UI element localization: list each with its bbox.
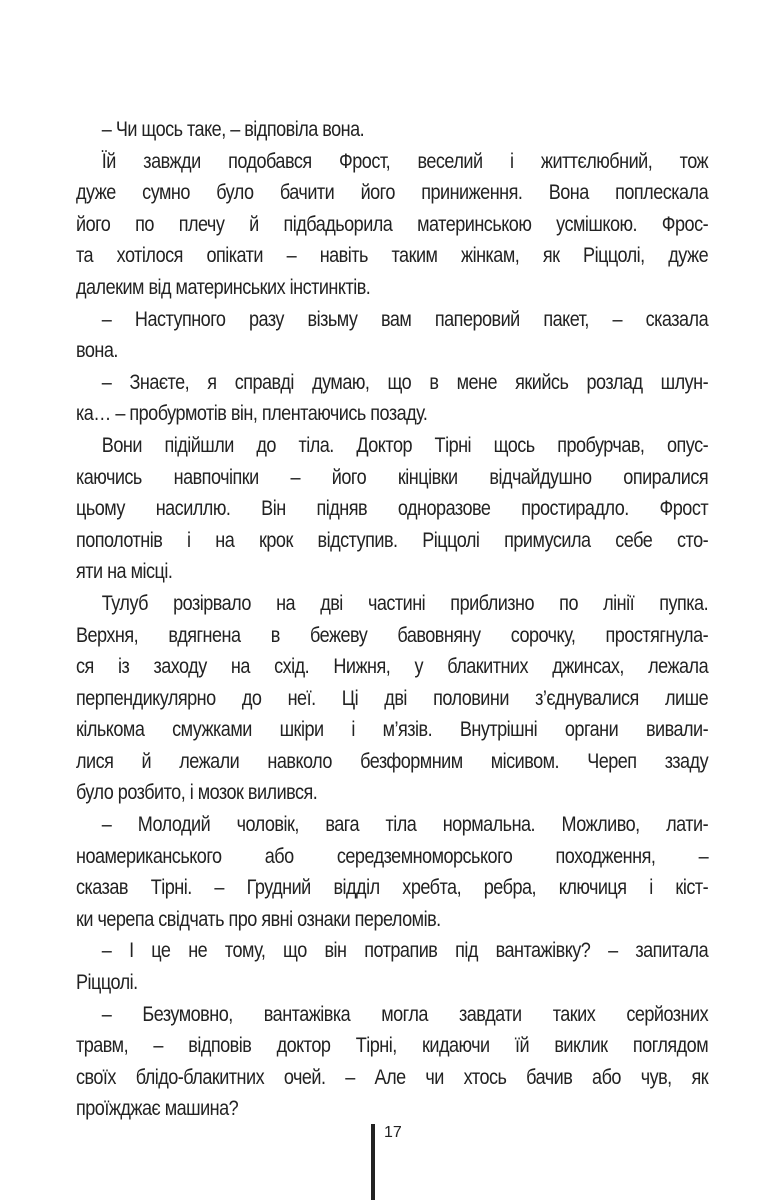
page-number: 17 [384, 1124, 402, 1141]
text-line: та хотілося опікати – навіть таким жінкам, як Ріццолі, дуже [76, 244, 709, 268]
text-line: – Безумовно, вантажівка могла завдати таких серйозних [101, 1002, 709, 1026]
text-line: ки черепа свідчать про явні ознаки переломів. [76, 907, 441, 931]
text-line: кількома смужками шкіри і м’язів. Внутрішні органи вивали- [76, 718, 709, 742]
text-line: каючись навпочіпки – його кінцівки відчайдушно опиралися [76, 465, 709, 489]
text-line: Тулуб розірвало на дві частині приблизно по лінії пупка. [101, 591, 709, 615]
text-line: Їй завжди подобався Фрост, веселий і життєлюбний, тож [101, 149, 709, 173]
text-line: пополотнів і на крок відступив. Ріццолі примусила себе сто- [76, 528, 709, 552]
text-line: лися й лежали навколо безформним місивом. Череп ззаду [76, 749, 709, 773]
text-line: Ріццолі. [76, 971, 138, 995]
text-line: Вони підійшли до тіла. Доктор Тірні щось пробурчав, опус- [101, 433, 709, 457]
text-line: яти на місці. [76, 560, 173, 584]
text-line: далеким від материнських інстинктів. [76, 275, 371, 299]
text-line: – Молодий чоловік, вага тіла нормальна. Можливо, лати- [101, 813, 709, 837]
text-line: – Наступного разу візьму вам паперовий пакет, – сказала [101, 307, 709, 331]
text-line: – І це не тому, що він потрапив під вантажівку? – запитала [101, 939, 709, 963]
page-body-text [76, 114, 709, 1125]
text-line: цьому насиллю. Він підняв одноразове простирадло. Фрост [76, 497, 709, 521]
text-line: своїх блідо-блакитних очей. – Але чи хтось бачив або чув, як [76, 1065, 709, 1089]
text-line: – Чи щось таке, – відповіла вона. [101, 118, 365, 141]
text-line: дуже сумно було бачити його приниження. Вона поплескала [76, 181, 709, 205]
text-line: Верхня, вдягнена в бежеву бавовняну сорочку, простягнула- [76, 623, 709, 647]
text-line: його по плечу й підбадьорила материнською усмішкою. Фрос- [76, 212, 709, 236]
text-line: було розбито, і мозок вилився. [76, 781, 318, 805]
text-lines [76, 114, 708, 1125]
footer-vertical-rule [371, 1124, 375, 1200]
text-line: вона. [76, 339, 118, 363]
text-line: – Знаєте, я справді думаю, що в мене якийсь розлад шлун- [101, 370, 709, 394]
text-line: сказав Тірні. – Грудний відділ хребта, ребра, ключиця і кіст- [76, 876, 709, 900]
text-line: перпендикулярно до неї. Ці дві половини з’єднувалися лише [76, 686, 709, 710]
text-line: ноамериканського або середземноморського походження, – [76, 844, 709, 868]
text-line: травм, – відповів доктор Тірні, кидаючи їй виклик поглядом [76, 1034, 709, 1058]
text-line: проїжджає машина? [76, 1097, 239, 1121]
text-line: ся із заходу на схід. Нижня, у блакитних джинсах, лежала [76, 655, 709, 679]
text-line: ка… – пробурмотів він, плентаючись позаду. [76, 402, 428, 426]
